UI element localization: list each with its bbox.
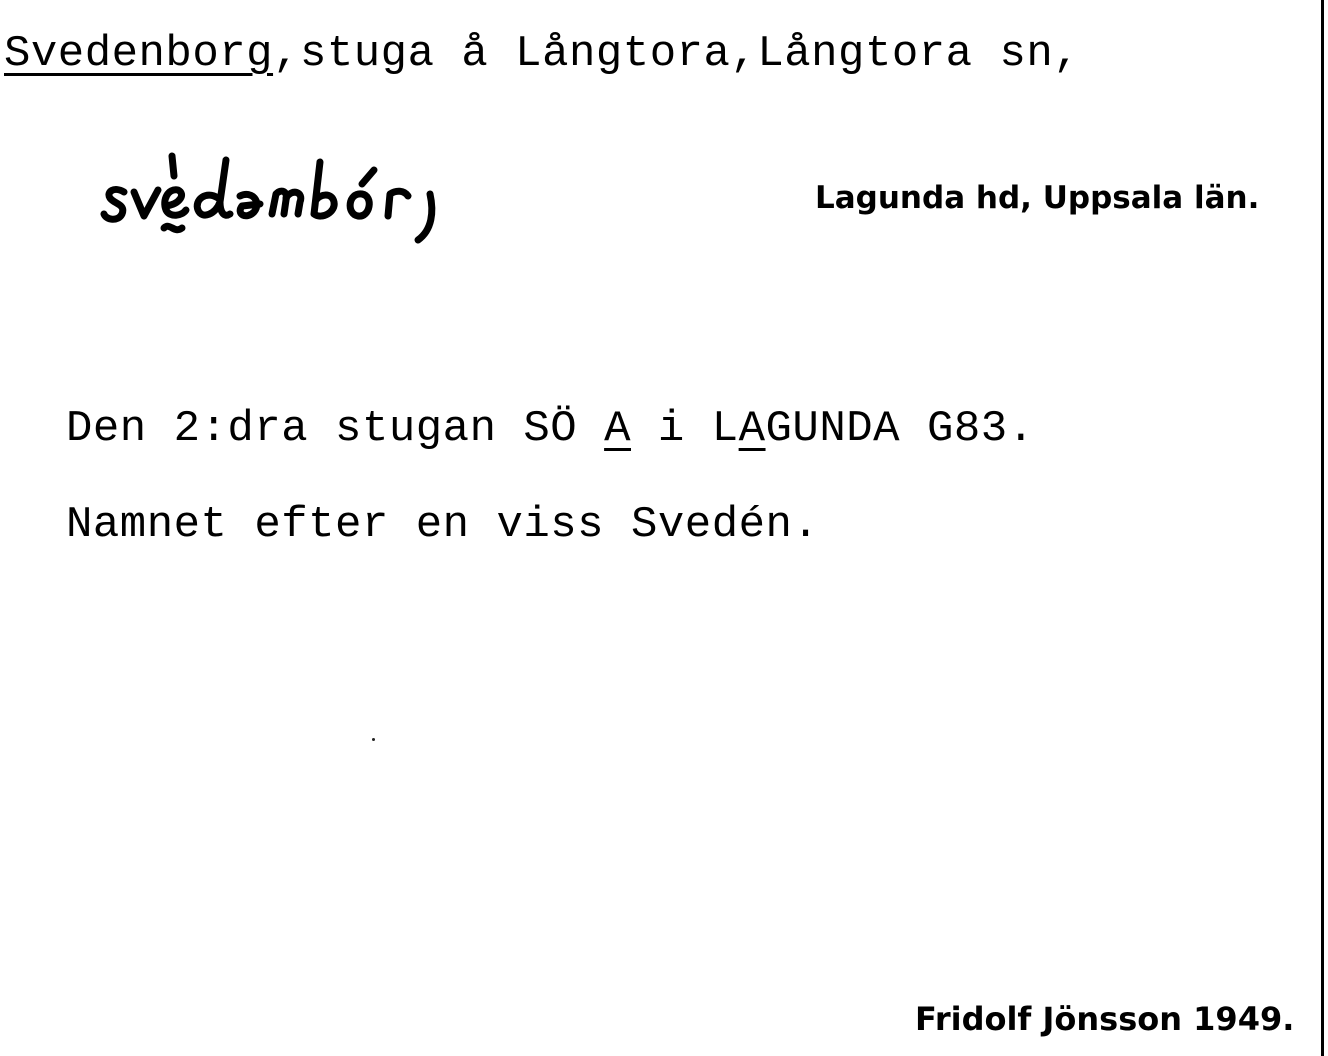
card-edge-line xyxy=(1321,0,1324,1056)
signature: Fridolf Jönsson 1949. xyxy=(915,1000,1295,1038)
note-line-1: Den 2:dra stugan SÖ A i LAGUNDA G83. xyxy=(66,404,1035,454)
headline xyxy=(4,29,1081,79)
place-name: Svedenborg xyxy=(4,29,274,79)
headline-rest: ,stuga å Långtora,Långtora sn, xyxy=(273,29,1081,79)
underlined-a-lagunda: A xyxy=(738,404,766,454)
underlined-a: A xyxy=(604,404,631,454)
paper-speck xyxy=(372,738,375,741)
district-label: Lagunda hd, Uppsala län. xyxy=(815,180,1260,216)
phonetic-transcription-handwriting xyxy=(100,140,490,250)
note-line-2: Namnet efter en viss Svedén. xyxy=(66,500,820,550)
